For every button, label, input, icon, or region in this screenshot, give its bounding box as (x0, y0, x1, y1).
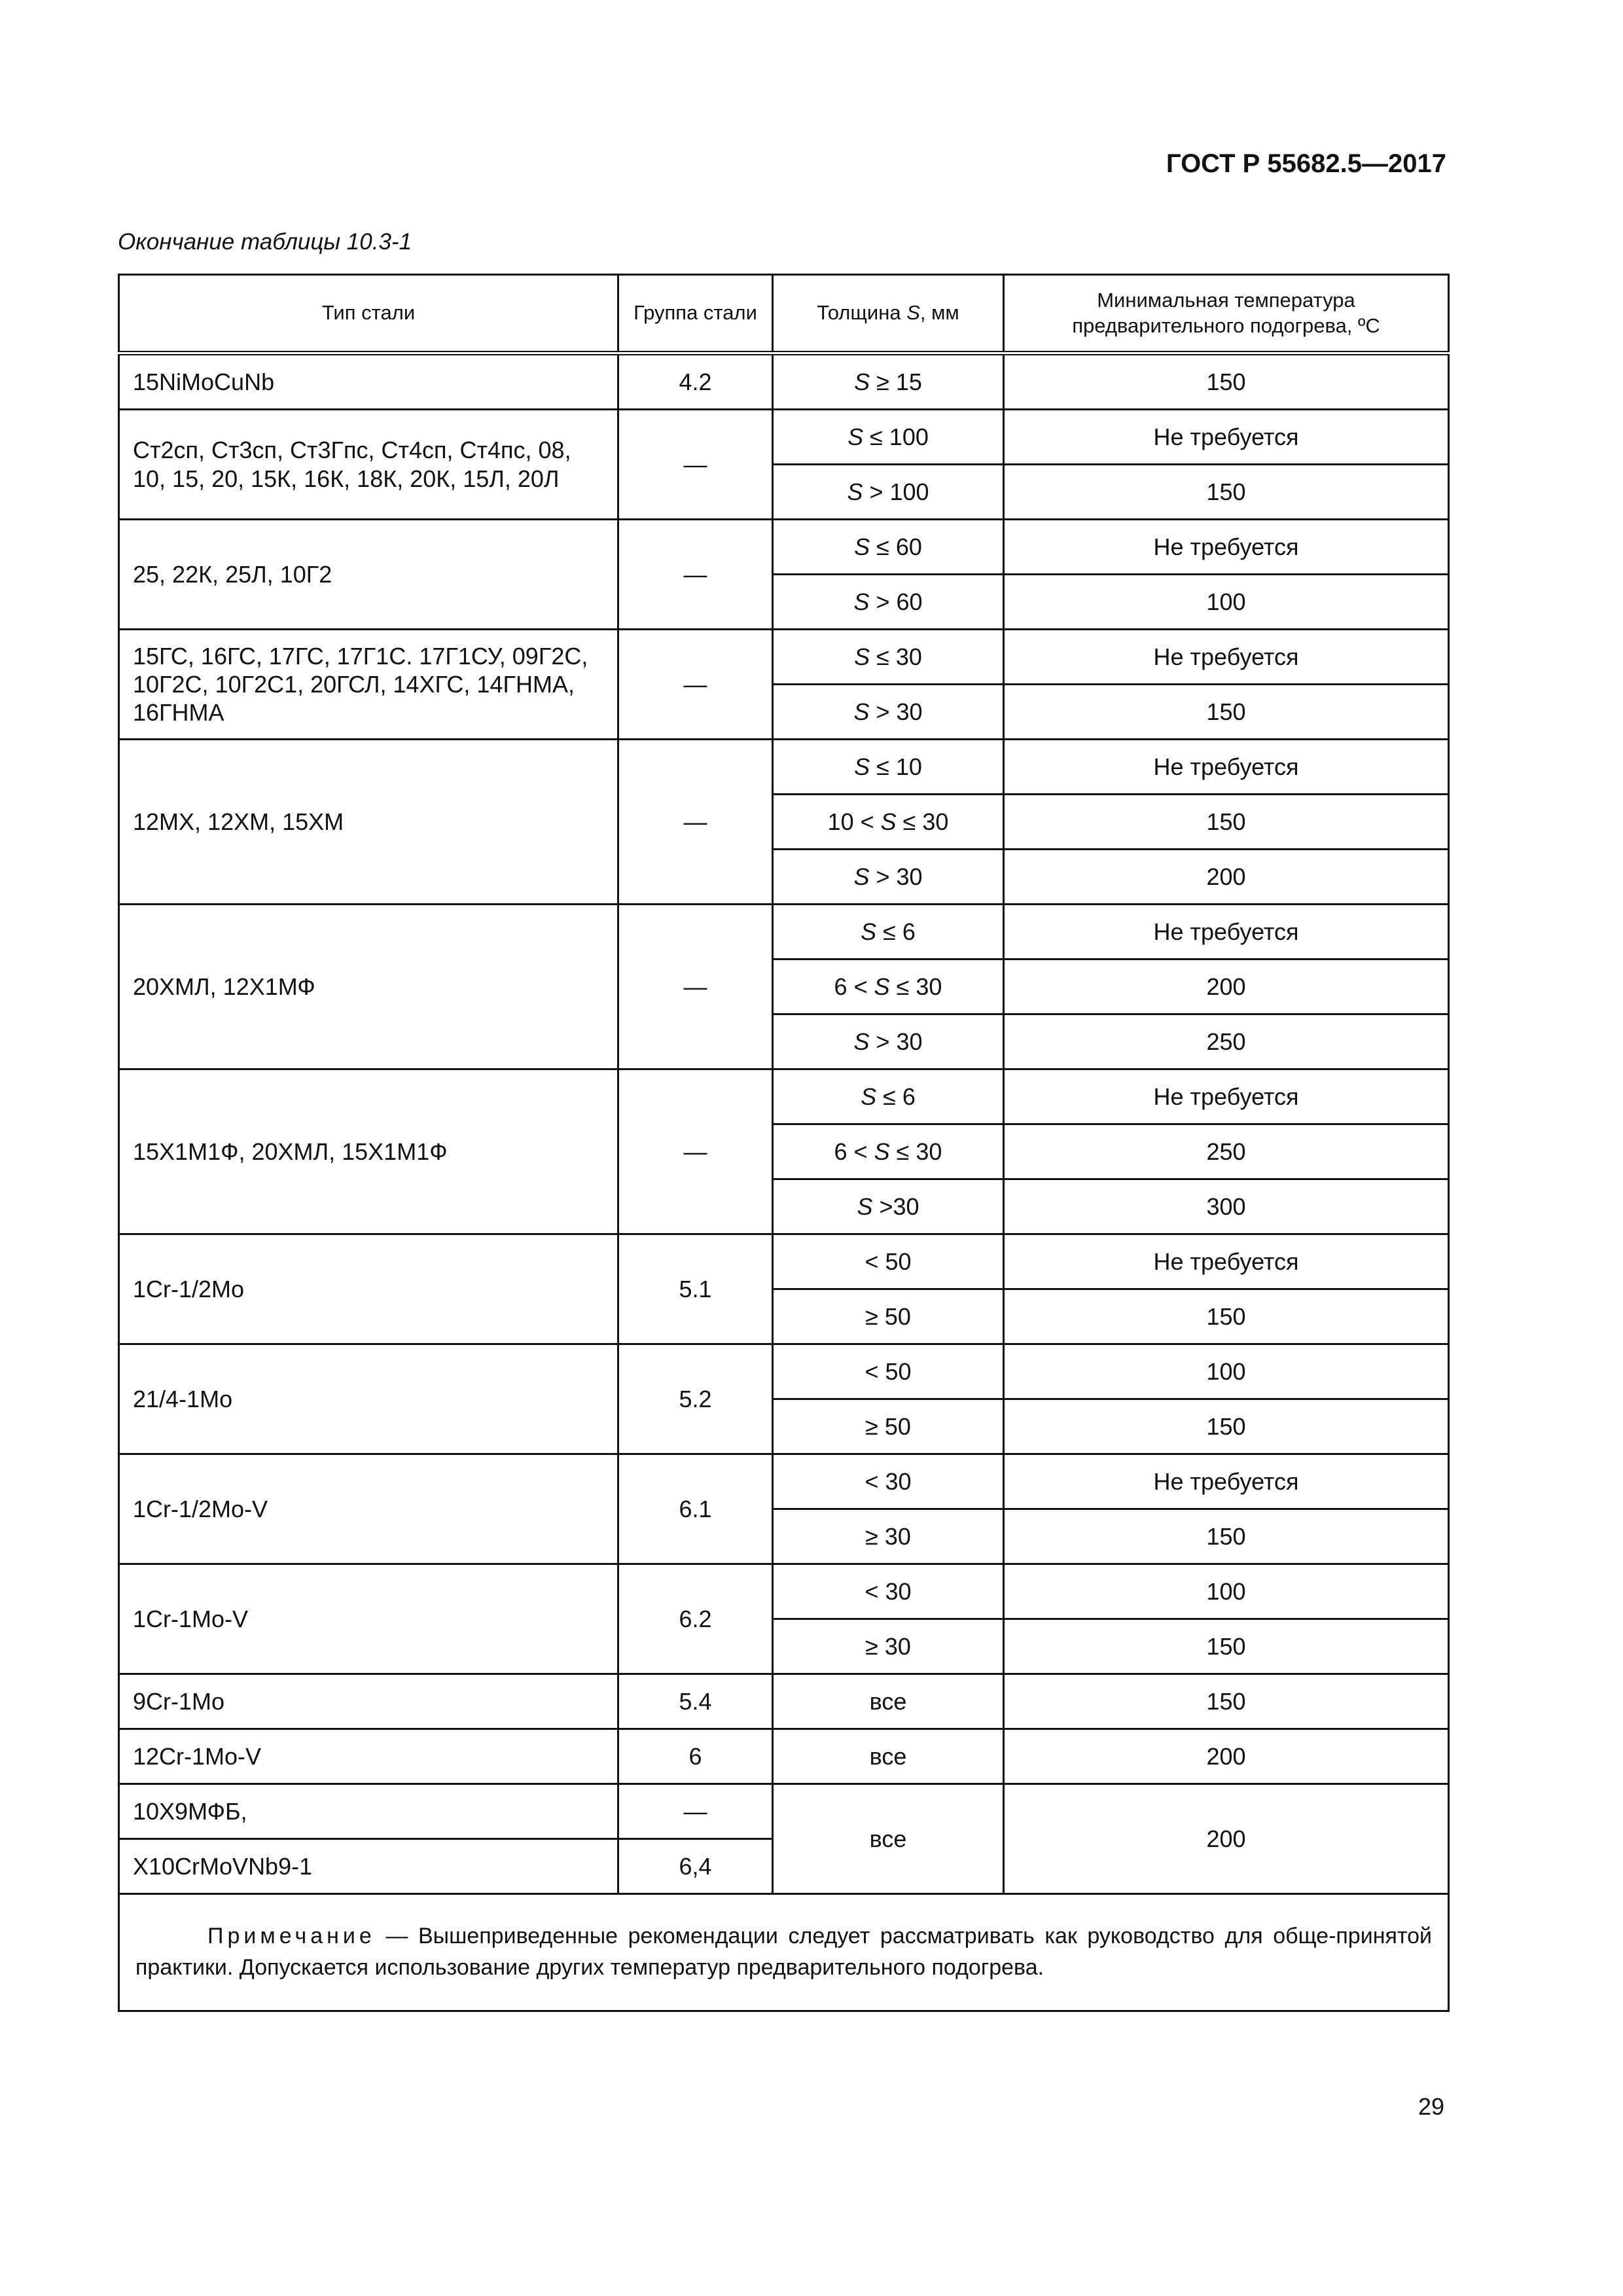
steel-group-cell: 5.2 (618, 1344, 773, 1454)
document-code: ГОСТ Р 55682.5—2017 (1166, 149, 1446, 178)
thickness-cell: S ≤ 30 (773, 630, 1004, 685)
temperature-cell: 200 (1004, 1784, 1449, 1894)
steel-type-cell: X10CrMoVNb9-1 (119, 1839, 618, 1894)
steel-group-cell: — (618, 410, 773, 520)
temperature-cell: 200 (1004, 960, 1449, 1014)
steel-group-cell: — (618, 905, 773, 1069)
thickness-cell: < 50 (773, 1234, 1004, 1289)
thickness-cell: S ≤ 6 (773, 905, 1004, 960)
steel-type-cell: 12МХ, 12ХМ, 15ХМ (119, 740, 618, 905)
table-row (119, 905, 1449, 960)
steel-type-cell: 1Cr-1/2Mo (119, 1234, 618, 1344)
header-steel-type: Тип стали (119, 275, 618, 353)
table-row (119, 1069, 1449, 1124)
table-row (119, 1234, 1449, 1289)
header-steel-group: Группа стали (618, 275, 773, 353)
thickness-cell: < 50 (773, 1344, 1004, 1399)
temperature-cell: Не требуется (1004, 520, 1449, 575)
thickness-cell: ≥ 50 (773, 1289, 1004, 1344)
temperature-cell: 150 (1004, 1289, 1449, 1344)
temperature-cell: 150 (1004, 1674, 1449, 1729)
temperature-cell: Не требуется (1004, 905, 1449, 960)
temperature-cell: 150 (1004, 685, 1449, 740)
temperature-cell: 300 (1004, 1179, 1449, 1234)
header-min-temperature: Минимальная температура предварительного подогрева, ºС (1004, 275, 1449, 353)
steel-type-cell: 1Cr-1Mo-V (119, 1564, 618, 1674)
thickness-cell: 6 < S ≤ 30 (773, 960, 1004, 1014)
steel-type-cell: Ст2сп, Ст3сп, Ст3Гпс, Ст4сп, Ст4пс, 08, 10, 15, 20, 15К, 16К, 18К, 20К, 15Л, 20Л (119, 410, 618, 520)
steel-type-cell: 9Cr-1Mo (119, 1674, 618, 1729)
thickness-cell: S > 30 (773, 685, 1004, 740)
temperature-cell: 100 (1004, 1564, 1449, 1619)
thickness-cell: все (773, 1729, 1004, 1784)
steel-type-cell: 20ХМЛ, 12Х1МФ (119, 905, 618, 1069)
temperature-cell: Не требуется (1004, 740, 1449, 795)
thickness-cell: ≥ 30 (773, 1619, 1004, 1674)
thickness-cell: S > 60 (773, 575, 1004, 630)
thickness-cell: S > 30 (773, 850, 1004, 905)
thickness-cell: S > 30 (773, 1014, 1004, 1069)
table-row (119, 353, 1449, 410)
temperature-cell: 150 (1004, 795, 1449, 850)
temperature-cell: 150 (1004, 1509, 1449, 1564)
table-note (119, 1894, 1449, 2011)
note-label: Примечание (207, 1924, 376, 1949)
temperature-cell: Не требуется (1004, 1234, 1449, 1289)
thickness-cell: ≥ 50 (773, 1399, 1004, 1454)
temperature-cell: 150 (1004, 465, 1449, 520)
steel-group-cell: — (618, 740, 773, 905)
temperature-cell: 200 (1004, 850, 1449, 905)
steel-type-cell: 15NiMoCuNb (119, 353, 618, 410)
page-number: 29 (1418, 2093, 1444, 2120)
preheat-temperature-table (118, 274, 1450, 2012)
note-row (119, 1894, 1449, 2011)
steel-type-cell: 1Cr-1/2Mo-V (119, 1454, 618, 1564)
steel-group-cell: 6 (618, 1729, 773, 1784)
steel-type-cell: 21/4-1Mo (119, 1344, 618, 1454)
header-thickness: Толщина S, мм (773, 275, 1004, 353)
steel-type-cell: 10Х9МФБ, (119, 1784, 618, 1839)
thickness-cell: 6 < S ≤ 30 (773, 1124, 1004, 1179)
thickness-cell: S ≤ 10 (773, 740, 1004, 795)
temperature-cell: 100 (1004, 575, 1449, 630)
thickness-cell: все (773, 1784, 1004, 1894)
table-row (119, 1784, 1449, 1839)
table-row (119, 1454, 1449, 1509)
thickness-cell: S ≤ 6 (773, 1069, 1004, 1124)
steel-group-cell: 6.2 (618, 1564, 773, 1674)
table-row (119, 410, 1449, 465)
table-row (119, 1729, 1449, 1784)
temperature-cell: 250 (1004, 1014, 1449, 1069)
temperature-cell: 100 (1004, 1344, 1449, 1399)
table-row (119, 740, 1449, 795)
temperature-cell: Не требуется (1004, 410, 1449, 465)
steel-group-cell: 6,4 (618, 1839, 773, 1894)
steel-group-cell: 5.1 (618, 1234, 773, 1344)
thickness-cell: все (773, 1674, 1004, 1729)
thickness-cell: S ≤ 100 (773, 410, 1004, 465)
thickness-cell: S ≥ 15 (773, 353, 1004, 410)
steel-group-cell: 4.2 (618, 353, 773, 410)
thickness-cell: S > 100 (773, 465, 1004, 520)
note-text: — Вышеприведенные рекомендации следует рассматривать как руководство для обще-принятой практики. Допускается использование других температур предварительного подогрева. (135, 1924, 1432, 1980)
table-row (119, 630, 1449, 685)
thickness-cell: < 30 (773, 1454, 1004, 1509)
table-row (119, 1344, 1449, 1399)
thickness-cell: ≥ 30 (773, 1509, 1004, 1564)
steel-type-cell: 15ГС, 16ГС, 17ГС, 17Г1С. 17Г1СУ, 09Г2С, 10Г2С, 10Г2С1, 20ГСЛ, 14ХГС, 14ГНМА, 16ГНМА (119, 630, 618, 740)
steel-group-cell: — (618, 630, 773, 740)
table-header-row (119, 275, 1449, 353)
steel-group-cell: — (618, 520, 773, 630)
table-row (119, 520, 1449, 575)
steel-group-cell: 6.1 (618, 1454, 773, 1564)
table-caption: Окончание таблицы 10.3-1 (118, 229, 412, 255)
steel-group-cell: 5.4 (618, 1674, 773, 1729)
temperature-cell: Не требуется (1004, 630, 1449, 685)
temperature-cell: Не требуется (1004, 1454, 1449, 1509)
steel-group-cell: — (618, 1784, 773, 1839)
steel-type-cell: 12Cr-1Mo-V (119, 1729, 618, 1784)
steel-type-cell: 15Х1М1Ф, 20ХМЛ, 15Х1М1Ф (119, 1069, 618, 1234)
table-row (119, 1564, 1449, 1619)
temperature-cell: 250 (1004, 1124, 1449, 1179)
steel-type-cell: 25, 22К, 25Л, 10Г2 (119, 520, 618, 630)
thickness-cell: < 30 (773, 1564, 1004, 1619)
temperature-cell: 200 (1004, 1729, 1449, 1784)
thickness-cell: 10 < S ≤ 30 (773, 795, 1004, 850)
thickness-cell: S >30 (773, 1179, 1004, 1234)
steel-group-cell: — (618, 1069, 773, 1234)
thickness-cell: S ≤ 60 (773, 520, 1004, 575)
temperature-cell: 150 (1004, 353, 1449, 410)
temperature-cell: 150 (1004, 1399, 1449, 1454)
temperature-cell: Не требуется (1004, 1069, 1449, 1124)
temperature-cell: 150 (1004, 1619, 1449, 1674)
table-row (119, 1674, 1449, 1729)
